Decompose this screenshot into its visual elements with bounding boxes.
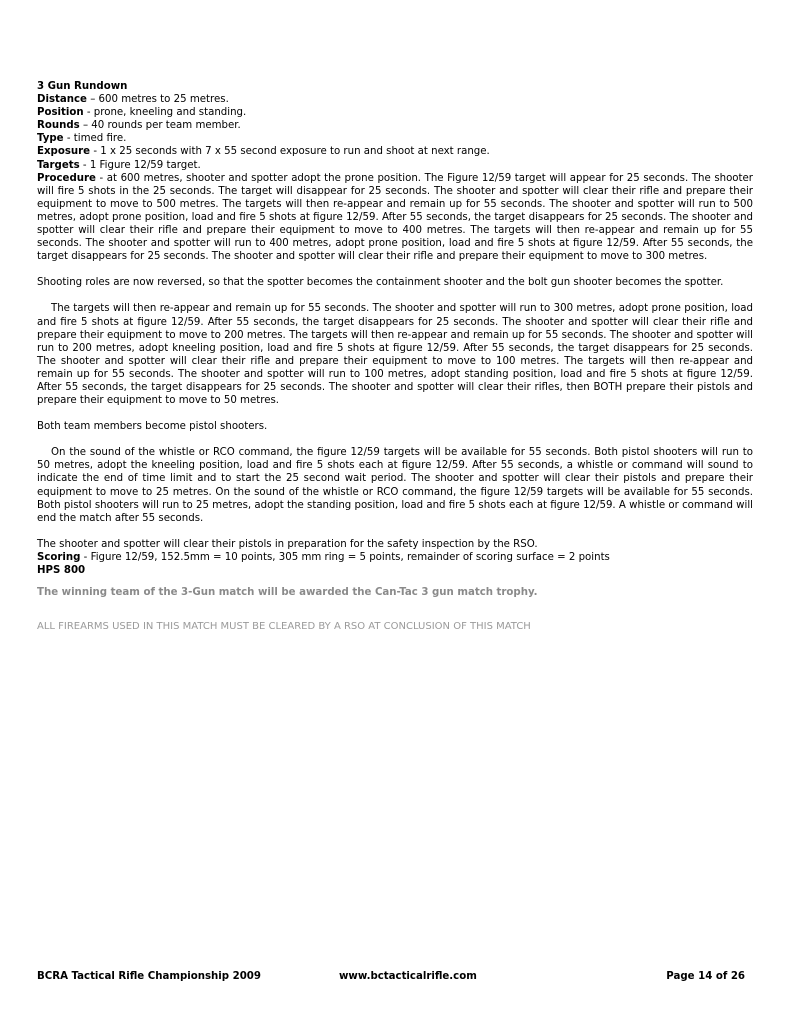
targets-line — [37, 159, 753, 172]
firearms-notice: ALL FIREARMS USED IN THIS MATCH MUST BE CLEARED BY A RSO AT CONCLUSION OF THIS MATCH — [37, 621, 531, 633]
section-title: 3 Gun Rundown — [37, 81, 128, 92]
position-line — [37, 106, 753, 119]
scoring-label: Scoring — [37, 551, 81, 563]
targets-label: Targets — [37, 159, 80, 171]
procedure-text: - at 600 metres, shooter and spotter adopt the prone position. The Figure 12/59 target will appear for 25 seconds. The shooter will fire 5 shots in the 25 seconds. The target will disappear for 25 seconds. The shooter and spotter will clear their rifle and prepare their equipment to move to 500 metres. The targets will then re-appear and remain up for 55 seconds. The shooter and spotter will run to 500 metres, adopt prone position, load and fire 5 shots at figure 12/59. After 55 seconds, the target disappears for 25 seconds. The shooter and spotter will clear their rifle and prepare their equipment to move to 400 metres. The targets will then re-appear and remain up for 55 seconds. The shooter and spotter will run to 400 metres, adopt prone position, load and fire 5 shots at figure 12/59. After 55 seconds, the target disappears for 25 seconds. The shooter and spotter will clear their rifle and prepare their equipment to move to 300 metres. — [37, 172, 753, 263]
position-text: - prone, kneeling and standing. — [83, 107, 247, 119]
footer-title: BCRA Tactical Rifle Championship 2009 — [37, 971, 261, 982]
rounds-label: Rounds — [37, 120, 80, 132]
exposure-line — [37, 145, 753, 158]
procedure-paragraph — [37, 172, 753, 264]
clear-pistols-line: The shooter and spotter will clear their pistols in preparation for the safety inspection by the RSO. — [37, 538, 538, 550]
type-label: Type — [37, 133, 64, 145]
type-line — [37, 132, 753, 145]
scoring-text: - Figure 12/59, 152.5mm = 10 points, 305 mm ring = 5 points, remainder of scoring surface = 2 points — [80, 551, 610, 563]
distance-label: Distance — [37, 94, 87, 106]
hps-line: HPS 800 — [37, 565, 86, 576]
position-label: Position — [37, 107, 84, 119]
targets-text: - 1 Figure 12/59 target. — [79, 159, 201, 171]
pistol-stages-paragraph: On the sound of the whistle or RCO command, the figure 12/59 targets will be available for 55 seconds. Both pistol shooters will run to 50 metres, adopt the kneeling position, load and fire 5 shots each at figure 12/59. After 55 seconds, a whistle or command will sound to indicate the end of time limit and to start the 25 second wait period. The shooter and spotter will clear their pistols and prepare their equipment to move to 25 metres. On the sound of the whistle or RCO command, the figure 12/59 targets will be available for 55 seconds. Both pistol shooters will run to 25 metres, adopt the standing position, load and fire 5 shots each at figure 12/59. A whistle or command will end the match after 55 seconds. — [37, 447, 753, 524]
footer-page-number: Page 14 of 26 — [666, 971, 745, 982]
footer-website: www.bctacticalrifle.com — [339, 971, 477, 982]
document-body — [37, 80, 753, 633]
pistol-shooters-line: Both team members become pistol shooters. — [37, 421, 268, 433]
trophy-notice: The winning team of the 3-Gun match will be awarded the Can-Tac 3 gun match trophy. — [37, 587, 538, 599]
distance-line — [37, 93, 753, 106]
exposure-text: - 1 x 25 seconds with 7 x 55 second exposure to run and shoot at next range. — [90, 146, 490, 158]
type-text: - timed fire. — [63, 133, 127, 145]
rounds-line — [37, 119, 753, 132]
roles-reversed-paragraph: Shooting roles are now reversed, so that the spotter becomes the containment shooter and the bolt gun shooter becomes the spotter. — [37, 277, 724, 289]
distance-text: – 600 metres to 25 metres. — [86, 94, 229, 106]
exposure-label: Exposure — [37, 146, 91, 158]
rounds-text: – 40 rounds per team member. — [79, 120, 241, 132]
procedure-label: Procedure — [37, 172, 96, 184]
rifle-stages-paragraph: The targets will then re-appear and remain up for 55 seconds. The shooter and spotter will run to 300 metres, adopt prone position, load and fire 5 shots at figure 12/59. After 55 seconds, the target disappears for 25 seconds. The shooter and spotter will clear their rifle and prepare their equipment to move to 200 metres. The targets will then re-appear and remain up for 55 seconds. The shooter and spotter will run to 200 metres, adopt kneeling position, load and fire 5 shots at figure 12/59. After 55 seconds, the target disappears for 25 seconds. The shooter and spotter will clear their rifle and prepare their equipment to move to 100 metres. The targets will then re-appear and remain up for 55 seconds. The shooter and spotter will run to 100 metres, adopt standing position, load and fire 5 shots at figure 12/59. After 55 seconds, the target disappears for 25 seconds. The shooter and spotter will clear their rifles, then BOTH prepare their pistols and prepare their equipment to move to 50 metres. — [37, 303, 753, 407]
scoring-line — [37, 551, 753, 564]
